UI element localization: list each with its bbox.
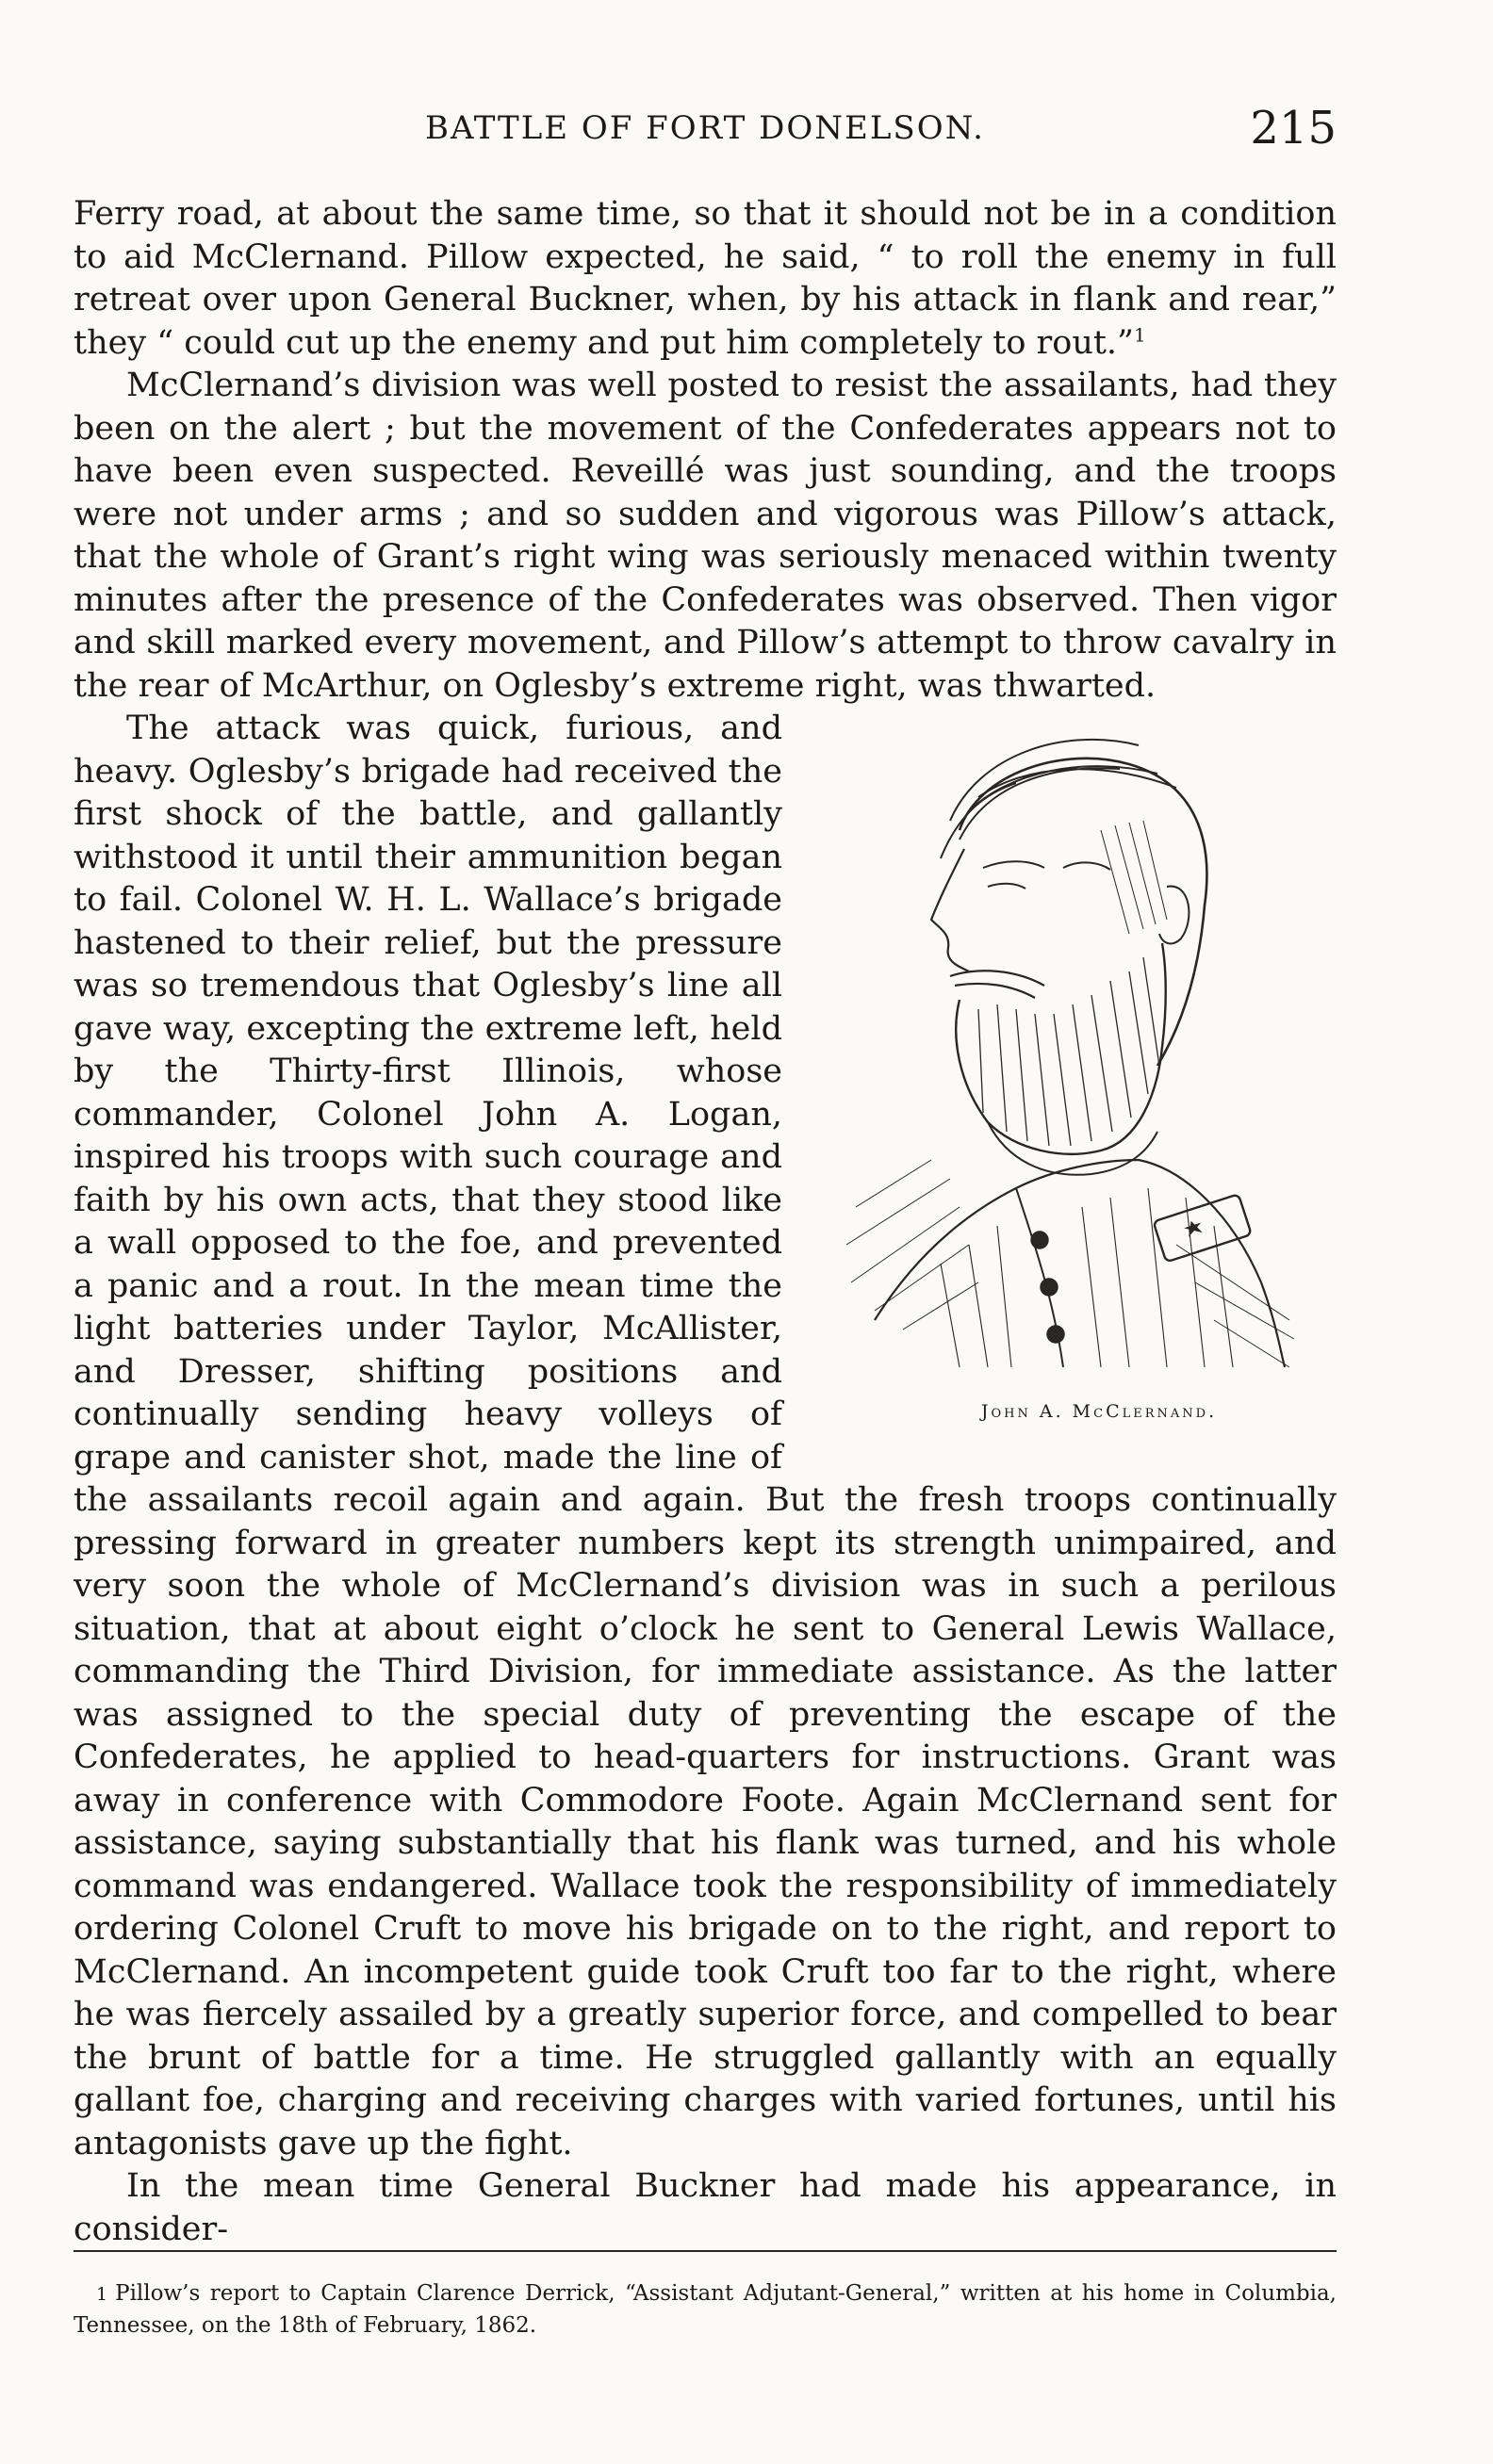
page-number: 215: [1250, 102, 1337, 155]
paragraph-1: [74, 193, 1337, 365]
portrait-engraving: [818, 717, 1318, 1377]
paragraph-1-text: Ferry road, at about the same time, so that it should not be in a condition to aid McClernand. Pillow expected, he said, “ to roll the enemy in full retreat over upon General Buckner, when, by his attack in flank and rear,” they “ could cut up the enemy and put him completely to rout.”: [74, 195, 1337, 362]
paragraph-3: [74, 708, 1337, 2165]
footnote-text: Pillow’s report to Captain Clarence Derrick, “Assistant Adjutant-General,” written at his home in Columbia, Tennessee, on the 18th of February, 1862.: [74, 2281, 1337, 2338]
paragraph-3-text: The attack was quick, furious, and heavy. Oglesby’s brigade had received the first shock of the battle, and gallantly withstood it until their ammunition began to fail. Colonel W. H. L. Wallace’s brigade hastened to their relief, but the pressure was so tremendous that Oglesby’s line all gave way, excepting the extreme left, held by the Thirty-first Illinois, whose commander, Colonel John A. Logan, inspired his troops with such courage and faith by his own acts, that they stood like a wall opposed to the foe, and prevented a panic and a rout. In the mean time the light batteries under Taylor, McAllister, and Dresser, shifting positions and continually sending heavy volleys of grape and canister shot, made the line of the assailants recoil again and again. But the fresh troops continually pressing forward in greater numbers kept its strength unimpaired, and very soon the whole of McClernand’s division was in such a perilous situation, that at about eight o’clock he sent to General Lewis Wallace, commanding the Third Division, for immediate assistance. As the latter was assigned to the special duty of preventing the escape of the Confederates, he applied to head-quarters for instructions. Grant was away in conference with Commodore Foote. Again McClernand sent for assistance, saying substantially that his flank was turned, and his whole command was endangered. Wallace took the responsibility of immediately ordering Colonel Cruft to move his brigade on to the right, and report to McClernand. An incompetent guide took Cruft too far to the right, where he was fiercely assailed by a greatly superior force, and compelled to bear the brunt of battle for a time. He struggled gallantly with an equally gallant foe, charging and receiving charges with varied fortunes, until his antagonists gave up the fight.: [74, 710, 1337, 2162]
footnote: [74, 2278, 1337, 2342]
body-text: [74, 193, 1337, 2251]
footnote-number: 1: [96, 2284, 108, 2305]
page-header: [74, 102, 1337, 158]
portrait-caption: John A. McClernand.: [980, 1401, 1218, 1422]
footnote-divider: [74, 2250, 1337, 2252]
paragraph-2: McClernand’s division was well posted to resist the assailants, had they been on the alert ; but the movement of the Confederates appears not to have been even suspected. Reveillé was just sounding, and the troops were not under arms ; and so sudden and vigorous was Pillow’s attack, that the whole of Grant’s right wing was seriously menaced within twenty minutes after the presence of the Confederates was observed. Then vigor and skill marked every movement, and Pillow’s attempt to throw cavalry in the rear of McArthur, on Oglesby’s extreme right, was thwarted.: [74, 367, 1337, 705]
paragraph-4: In the mean time General Buckner had made his appearance, in consider-: [74, 2167, 1337, 2248]
portrait-figure: [809, 717, 1337, 1447]
running-title: BATTLE OF FORT DONELSON.: [425, 109, 985, 147]
footnote-reference: 1: [1133, 322, 1146, 346]
